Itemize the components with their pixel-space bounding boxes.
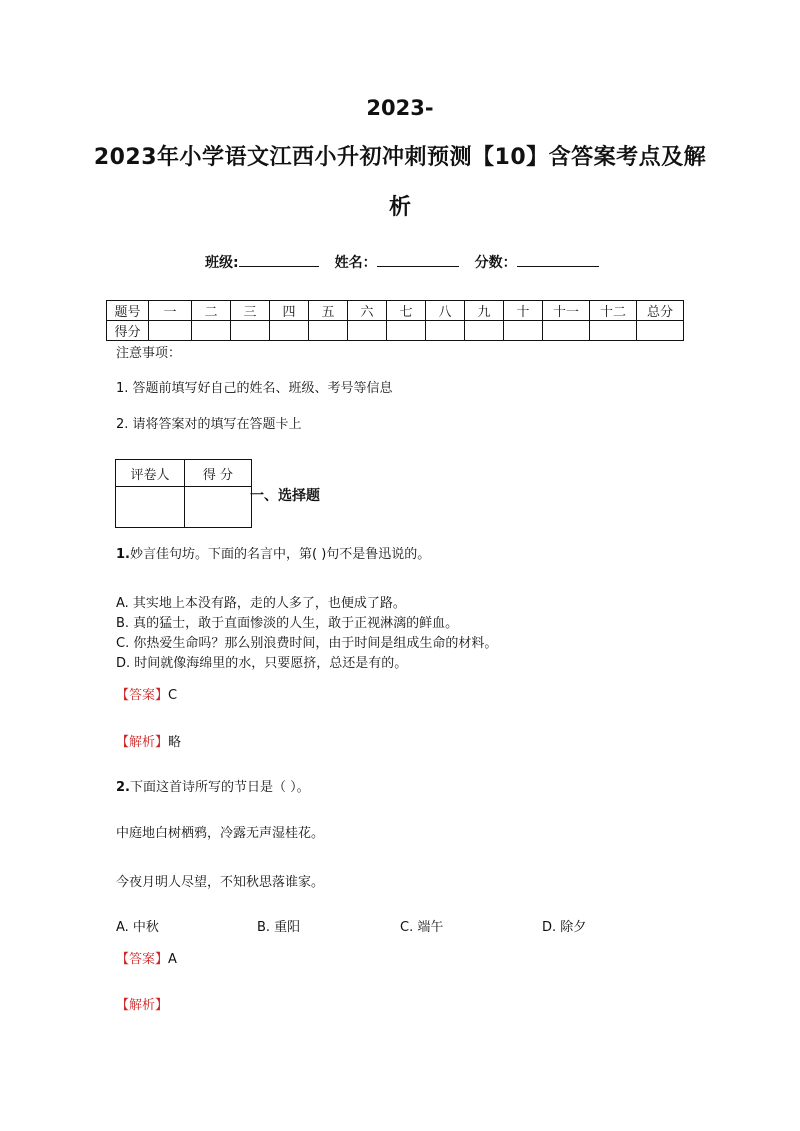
question-1-number: 1. [116, 547, 130, 562]
answer-tag: 【答案】 [116, 688, 169, 703]
score-cell[interactable] [504, 321, 543, 341]
score-header-cell: 九 [465, 301, 504, 321]
notice-item-2: 2. 请将答案对的填写在答题卡上 [116, 417, 302, 432]
question-2-option-c[interactable]: C. 端午 [400, 920, 444, 935]
score-cell[interactable] [590, 321, 637, 341]
score-header-cell: 二 [192, 301, 231, 321]
question-2-number: 2. [116, 780, 130, 795]
score-table-header-row [107, 301, 684, 321]
score-cell[interactable] [192, 321, 231, 341]
score-cell[interactable] [231, 321, 270, 341]
info-row [205, 252, 599, 272]
question-2-options [116, 916, 676, 936]
question-1-option-b[interactable]: B. 真的猛士，敢于直面惨淡的人生，敢于正视淋漓的鲜血。 [116, 616, 459, 631]
score-header-cell: 总分 [637, 301, 684, 321]
review-score-label: 得 分 [185, 460, 252, 487]
reviewer-table [115, 459, 252, 528]
score-header-cell: 十二 [590, 301, 637, 321]
score-cell[interactable] [348, 321, 387, 341]
question-2-option-b[interactable]: B. 重阳 [257, 920, 301, 935]
question-2-option-a[interactable]: A. 中秋 [116, 920, 159, 935]
answer-tag: 【答案】 [116, 952, 169, 967]
score-row-label: 得分 [107, 321, 149, 341]
score-cell[interactable] [387, 321, 426, 341]
question-1-analysis [116, 731, 181, 750]
score-field[interactable] [517, 252, 599, 267]
question-1-option-a[interactable]: A. 其实地上本没有路，走的人多了，也便成了路。 [116, 596, 406, 611]
class-field[interactable] [239, 252, 319, 267]
score-header-cell: 五 [309, 301, 348, 321]
score-cell[interactable] [309, 321, 348, 341]
class-label: 班级: [205, 255, 239, 271]
notice-title: 注意事项： [116, 346, 182, 361]
score-header-cell: 三 [231, 301, 270, 321]
score-cell[interactable] [270, 321, 309, 341]
score-header-cell: 八 [426, 301, 465, 321]
poem-line-2: 今夜月明人尽望，不知秋思落谁家。 [116, 875, 325, 890]
question-1-text: 妙言佳句坊。下面的名言中，第( )句不是鲁迅说的。 [129, 547, 431, 562]
score-table-score-row [107, 321, 684, 341]
question-1-option-c[interactable]: C. 你热爱生命吗？那么别浪费时间，由于时间是组成生命的材料。 [116, 636, 498, 651]
question-1 [116, 543, 430, 562]
analysis-tag: 【解析】 [116, 735, 169, 750]
question-2-text: 下面这首诗所写的节日是（ ）。 [129, 780, 310, 795]
answer-value: A [168, 952, 177, 967]
score-label: 分数： [474, 255, 517, 271]
reviewer-label: 评卷人 [116, 460, 185, 487]
score-cell[interactable] [543, 321, 590, 341]
score-header-cell: 题号 [107, 301, 149, 321]
notice-item-1: 1. 答题前填写好自己的姓名、班级、考号等信息 [116, 381, 393, 396]
score-table [106, 300, 684, 341]
score-header-cell: 四 [270, 301, 309, 321]
score-header-cell: 六 [348, 301, 387, 321]
answer-value: C [168, 688, 178, 703]
question-2-option-d[interactable]: D. 除夕 [542, 920, 587, 935]
score-cell[interactable] [426, 321, 465, 341]
title-line-3: 析 [388, 195, 411, 220]
poem-line-1: 中庭地白树栖鸦，冷露无声湿桂花。 [116, 826, 325, 841]
name-field[interactable] [377, 252, 459, 267]
section-heading: 一、选择题 [250, 488, 320, 504]
question-2-analysis [116, 994, 168, 1013]
question-1-answer [116, 684, 177, 703]
question-1-option-d[interactable]: D. 时间就像海绵里的水，只要愿挤，总还是有的。 [116, 656, 408, 671]
score-header-cell: 一 [149, 301, 192, 321]
title-line-2: 2023年小学语文江西小升初冲刺预测【10】含答案考点及解 [93, 145, 707, 170]
score-header-cell: 十 [504, 301, 543, 321]
score-cell[interactable] [637, 321, 684, 341]
question-2-answer [116, 948, 177, 967]
score-header-cell: 七 [387, 301, 426, 321]
analysis-tag: 【解析】 [116, 998, 169, 1013]
review-score-cell[interactable] [185, 487, 252, 528]
score-cell[interactable] [465, 321, 504, 341]
reviewer-cell[interactable] [116, 487, 185, 528]
score-cell[interactable] [149, 321, 192, 341]
name-label: 姓名： [334, 255, 377, 271]
score-header-cell: 十一 [543, 301, 590, 321]
question-2 [116, 776, 310, 795]
analysis-value: 略 [168, 735, 182, 750]
title-line-1: 2023- [366, 96, 434, 120]
